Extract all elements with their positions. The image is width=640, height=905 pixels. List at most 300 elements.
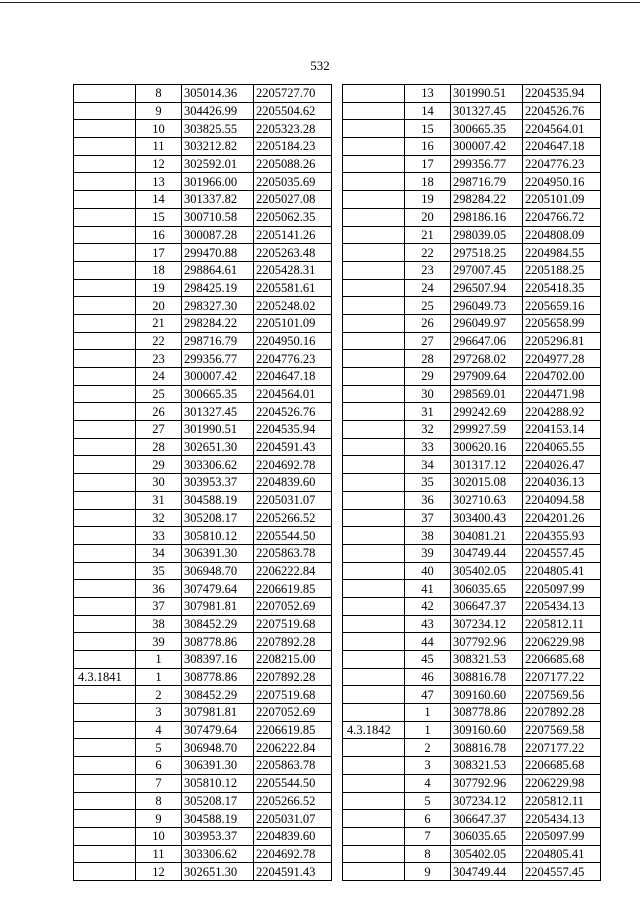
section-cell (74, 261, 136, 279)
section-cell (74, 474, 136, 492)
y-coordinate-cell: 2204153.14 (523, 421, 601, 439)
section-cell (74, 810, 136, 828)
table-row (74, 155, 332, 173)
x-coordinate-cell: 302592.01 (182, 155, 254, 173)
table-row (74, 827, 332, 845)
y-coordinate-cell: 2207569.58 (523, 721, 601, 739)
table-row (74, 509, 332, 527)
y-coordinate-cell: 2205101.09 (254, 314, 332, 332)
section-cell (74, 739, 136, 757)
table-row (343, 261, 601, 279)
y-coordinate-cell: 2204591.43 (254, 863, 332, 881)
y-coordinate-cell: 2207052.69 (254, 597, 332, 615)
y-coordinate-cell: 2206229.98 (523, 774, 601, 792)
table-row (343, 863, 601, 881)
x-coordinate-cell: 303400.43 (451, 509, 523, 527)
point-number-cell: 33 (136, 527, 182, 545)
section-cell (343, 297, 405, 315)
y-coordinate-cell: 2204805.41 (523, 845, 601, 863)
section-cell (74, 332, 136, 350)
section-cell (343, 208, 405, 226)
table-row (343, 704, 601, 722)
y-coordinate-cell: 2204471.98 (523, 385, 601, 403)
table-row (343, 279, 601, 297)
y-coordinate-cell: 2204557.45 (523, 863, 601, 881)
point-number-cell: 39 (405, 544, 451, 562)
point-number-cell: 29 (405, 368, 451, 386)
y-coordinate-cell: 2204557.45 (523, 544, 601, 562)
table-row (74, 527, 332, 545)
y-coordinate-cell: 2206685.68 (523, 651, 601, 669)
table-row (74, 774, 332, 792)
x-coordinate-cell: 301327.45 (182, 403, 254, 421)
x-coordinate-cell: 308321.53 (451, 651, 523, 669)
table-row (343, 509, 601, 527)
section-cell (74, 704, 136, 722)
point-number-cell: 2 (405, 739, 451, 757)
y-coordinate-cell: 2204805.41 (523, 562, 601, 580)
y-coordinate-cell: 2204766.72 (523, 208, 601, 226)
point-number-cell: 8 (405, 845, 451, 863)
point-number-cell: 26 (405, 314, 451, 332)
table-row (74, 863, 332, 881)
y-coordinate-cell: 2204355.93 (523, 527, 601, 545)
x-coordinate-cell: 304749.44 (451, 544, 523, 562)
x-coordinate-cell: 301327.45 (451, 102, 523, 120)
x-coordinate-cell: 300087.28 (182, 226, 254, 244)
y-coordinate-cell: 2207892.28 (523, 704, 601, 722)
section-cell (74, 368, 136, 386)
x-coordinate-cell: 299927.59 (451, 421, 523, 439)
x-coordinate-cell: 296049.97 (451, 314, 523, 332)
table-row (74, 580, 332, 598)
point-number-cell: 31 (405, 403, 451, 421)
x-coordinate-cell: 303306.62 (182, 456, 254, 474)
x-coordinate-cell: 305810.12 (182, 527, 254, 545)
point-number-cell: 27 (136, 421, 182, 439)
section-cell (343, 597, 405, 615)
y-coordinate-cell: 2205248.02 (254, 297, 332, 315)
y-coordinate-cell: 2204950.16 (254, 332, 332, 350)
section-cell (74, 279, 136, 297)
point-number-cell: 38 (405, 527, 451, 545)
section-cell (74, 208, 136, 226)
point-number-cell: 11 (136, 845, 182, 863)
y-coordinate-cell: 2205658.99 (523, 314, 601, 332)
section-cell (74, 651, 136, 669)
point-number-cell: 14 (136, 191, 182, 209)
section-cell (343, 279, 405, 297)
section-cell (74, 562, 136, 580)
x-coordinate-cell: 306948.70 (182, 739, 254, 757)
x-coordinate-cell: 303825.55 (182, 120, 254, 138)
table-row (74, 491, 332, 509)
point-number-cell: 28 (136, 438, 182, 456)
x-coordinate-cell: 300620.16 (451, 438, 523, 456)
y-coordinate-cell: 2207892.28 (254, 668, 332, 686)
table-row (74, 226, 332, 244)
table-row (74, 651, 332, 669)
section-cell (343, 544, 405, 562)
section-cell (74, 244, 136, 262)
y-coordinate-cell: 2205428.31 (254, 261, 332, 279)
table-row (343, 491, 601, 509)
point-number-cell: 24 (136, 368, 182, 386)
section-cell (74, 633, 136, 651)
page-top-rule (0, 2, 640, 3)
x-coordinate-cell: 308778.86 (451, 704, 523, 722)
point-number-cell: 1 (405, 704, 451, 722)
table-row (74, 721, 332, 739)
table-row (343, 438, 601, 456)
x-coordinate-cell: 306391.30 (182, 544, 254, 562)
y-coordinate-cell: 2206222.84 (254, 562, 332, 580)
point-number-cell: 9 (136, 810, 182, 828)
section-cell (343, 403, 405, 421)
y-coordinate-cell: 2204776.23 (523, 155, 601, 173)
section-cell (74, 544, 136, 562)
y-coordinate-cell: 2205418.35 (523, 279, 601, 297)
table-row (74, 102, 332, 120)
point-number-cell: 14 (405, 102, 451, 120)
point-number-cell: 22 (405, 244, 451, 262)
point-number-cell: 35 (405, 474, 451, 492)
section-cell (74, 314, 136, 332)
point-number-cell: 47 (405, 686, 451, 704)
table-row (74, 138, 332, 156)
table-row (343, 774, 601, 792)
table-row (343, 456, 601, 474)
table-row (74, 385, 332, 403)
point-number-cell: 30 (136, 474, 182, 492)
section-cell (343, 368, 405, 386)
point-number-cell: 37 (405, 509, 451, 527)
section-cell (343, 138, 405, 156)
point-number-cell: 12 (136, 863, 182, 881)
table-row (343, 544, 601, 562)
point-number-cell: 36 (405, 491, 451, 509)
section-cell (74, 191, 136, 209)
section-cell (343, 757, 405, 775)
section-cell (343, 261, 405, 279)
section-cell (74, 774, 136, 792)
point-number-cell: 25 (405, 297, 451, 315)
y-coordinate-cell: 2205863.78 (254, 544, 332, 562)
table-row (74, 704, 332, 722)
table-row (343, 208, 601, 226)
point-number-cell: 16 (136, 226, 182, 244)
section-cell: 4.3.1842 (343, 721, 405, 739)
y-coordinate-cell: 2205097.99 (523, 580, 601, 598)
point-number-cell: 1 (405, 721, 451, 739)
y-coordinate-cell: 2206222.84 (254, 739, 332, 757)
x-coordinate-cell: 305208.17 (182, 509, 254, 527)
x-coordinate-cell: 298425.19 (182, 279, 254, 297)
section-cell (74, 597, 136, 615)
x-coordinate-cell: 307479.64 (182, 721, 254, 739)
x-coordinate-cell: 307479.64 (182, 580, 254, 598)
table-row (343, 332, 601, 350)
point-number-cell: 23 (136, 350, 182, 368)
x-coordinate-cell: 297909.64 (451, 368, 523, 386)
table-row (74, 173, 332, 191)
x-coordinate-cell: 301966.00 (182, 173, 254, 191)
y-coordinate-cell: 2205031.07 (254, 810, 332, 828)
point-number-cell: 40 (405, 562, 451, 580)
y-coordinate-cell: 2205101.09 (523, 191, 601, 209)
x-coordinate-cell: 309160.60 (451, 721, 523, 739)
x-coordinate-cell: 298327.30 (182, 297, 254, 315)
section-cell (343, 244, 405, 262)
y-coordinate-cell: 2204288.92 (523, 403, 601, 421)
x-coordinate-cell: 305810.12 (182, 774, 254, 792)
section-cell (343, 226, 405, 244)
section-cell (343, 774, 405, 792)
x-coordinate-cell: 303306.62 (182, 845, 254, 863)
table-row (74, 279, 332, 297)
point-number-cell: 4 (405, 774, 451, 792)
y-coordinate-cell: 2204564.01 (254, 385, 332, 403)
table-row (74, 597, 332, 615)
point-number-cell: 39 (136, 633, 182, 651)
x-coordinate-cell: 300007.42 (451, 138, 523, 156)
point-number-cell: 19 (136, 279, 182, 297)
x-coordinate-cell: 306647.37 (451, 597, 523, 615)
point-number-cell: 21 (405, 226, 451, 244)
point-number-cell: 29 (136, 456, 182, 474)
y-coordinate-cell: 2204526.76 (523, 102, 601, 120)
section-cell (343, 474, 405, 492)
x-coordinate-cell: 297268.02 (451, 350, 523, 368)
section-cell (74, 721, 136, 739)
y-coordinate-cell: 2205323.28 (254, 120, 332, 138)
x-coordinate-cell: 308816.78 (451, 739, 523, 757)
point-number-cell: 6 (405, 810, 451, 828)
point-number-cell: 44 (405, 633, 451, 651)
x-coordinate-cell: 297518.25 (451, 244, 523, 262)
section-cell (74, 438, 136, 456)
table-row (74, 544, 332, 562)
section-cell (343, 491, 405, 509)
y-coordinate-cell: 2205544.50 (254, 774, 332, 792)
y-coordinate-cell: 2204984.55 (523, 244, 601, 262)
point-number-cell: 23 (405, 261, 451, 279)
point-number-cell: 3 (136, 704, 182, 722)
table-row (343, 757, 601, 775)
section-cell (74, 792, 136, 810)
table-row (343, 85, 601, 103)
y-coordinate-cell: 2204535.94 (523, 85, 601, 103)
y-coordinate-cell: 2204535.94 (254, 421, 332, 439)
table-row (74, 757, 332, 775)
point-number-cell: 17 (405, 155, 451, 173)
section-cell (343, 102, 405, 120)
table-row (74, 845, 332, 863)
section-cell (74, 491, 136, 509)
y-coordinate-cell: 2205088.26 (254, 155, 332, 173)
y-coordinate-cell: 2205727.70 (254, 85, 332, 103)
point-number-cell: 20 (405, 208, 451, 226)
x-coordinate-cell: 301990.51 (182, 421, 254, 439)
table-row (74, 668, 332, 686)
y-coordinate-cell: 2205097.99 (523, 827, 601, 845)
x-coordinate-cell: 308452.29 (182, 686, 254, 704)
y-coordinate-cell: 2205263.48 (254, 244, 332, 262)
x-coordinate-cell: 298716.79 (182, 332, 254, 350)
point-number-cell: 7 (405, 827, 451, 845)
x-coordinate-cell: 296647.06 (451, 332, 523, 350)
section-cell: 4.3.1841 (74, 668, 136, 686)
section-cell (343, 668, 405, 686)
point-number-cell: 20 (136, 297, 182, 315)
x-coordinate-cell: 306948.70 (182, 562, 254, 580)
point-number-cell: 1 (136, 668, 182, 686)
x-coordinate-cell: 305014.36 (182, 85, 254, 103)
point-number-cell: 38 (136, 615, 182, 633)
y-coordinate-cell: 2204036.13 (523, 474, 601, 492)
page-number: 532 (310, 58, 330, 73)
table-row (343, 297, 601, 315)
section-cell (74, 845, 136, 863)
section-cell (343, 509, 405, 527)
point-number-cell: 41 (405, 580, 451, 598)
section-cell (343, 863, 405, 881)
table-row (74, 562, 332, 580)
x-coordinate-cell: 307792.96 (451, 774, 523, 792)
coordinates-table-right (342, 84, 601, 881)
table-row (74, 739, 332, 757)
point-number-cell: 31 (136, 491, 182, 509)
y-coordinate-cell: 2206619.85 (254, 580, 332, 598)
y-coordinate-cell: 2207052.69 (254, 704, 332, 722)
point-number-cell: 15 (405, 120, 451, 138)
point-number-cell: 2 (136, 686, 182, 704)
x-coordinate-cell: 302015.08 (451, 474, 523, 492)
x-coordinate-cell: 304749.44 (451, 863, 523, 881)
point-number-cell: 42 (405, 597, 451, 615)
y-coordinate-cell: 2204647.18 (523, 138, 601, 156)
point-number-cell: 24 (405, 279, 451, 297)
point-number-cell: 25 (136, 385, 182, 403)
section-cell (74, 615, 136, 633)
y-coordinate-cell: 2205504.62 (254, 102, 332, 120)
y-coordinate-cell: 2204808.09 (523, 226, 601, 244)
y-coordinate-cell: 2207519.68 (254, 615, 332, 633)
table-row (343, 721, 601, 739)
x-coordinate-cell: 298569.01 (451, 385, 523, 403)
x-coordinate-cell: 300665.35 (182, 385, 254, 403)
point-number-cell: 4 (136, 721, 182, 739)
y-coordinate-cell: 2204839.60 (254, 827, 332, 845)
table-row (343, 810, 601, 828)
table-row (74, 633, 332, 651)
y-coordinate-cell: 2204564.01 (523, 120, 601, 138)
x-coordinate-cell: 307792.96 (451, 633, 523, 651)
x-coordinate-cell: 304588.19 (182, 810, 254, 828)
section-cell (343, 173, 405, 191)
table-row (343, 421, 601, 439)
y-coordinate-cell: 2207177.22 (523, 739, 601, 757)
table-row (343, 668, 601, 686)
table-row (343, 385, 601, 403)
section-cell (343, 686, 405, 704)
point-number-cell: 19 (405, 191, 451, 209)
x-coordinate-cell: 307234.12 (451, 792, 523, 810)
table-row (74, 332, 332, 350)
section-cell (74, 138, 136, 156)
y-coordinate-cell: 2204591.43 (254, 438, 332, 456)
x-coordinate-cell: 300710.58 (182, 208, 254, 226)
y-coordinate-cell: 2205141.26 (254, 226, 332, 244)
y-coordinate-cell: 2205434.13 (523, 810, 601, 828)
section-cell (343, 615, 405, 633)
y-coordinate-cell: 2205581.61 (254, 279, 332, 297)
section-cell (343, 739, 405, 757)
table-row (343, 102, 601, 120)
section-cell (74, 827, 136, 845)
section-cell (74, 509, 136, 527)
table-row (343, 474, 601, 492)
point-number-cell: 16 (405, 138, 451, 156)
y-coordinate-cell: 2205184.23 (254, 138, 332, 156)
x-coordinate-cell: 304588.19 (182, 491, 254, 509)
coordinates-table-right-body (343, 85, 601, 881)
y-coordinate-cell: 2204065.55 (523, 438, 601, 456)
x-coordinate-cell: 303953.37 (182, 474, 254, 492)
table-row (343, 739, 601, 757)
point-number-cell: 9 (405, 863, 451, 881)
table-row (74, 297, 332, 315)
section-cell (74, 686, 136, 704)
section-cell (343, 155, 405, 173)
section-cell (343, 827, 405, 845)
y-coordinate-cell: 2205434.13 (523, 597, 601, 615)
section-cell (343, 314, 405, 332)
point-number-cell: 43 (405, 615, 451, 633)
section-cell (74, 173, 136, 191)
table-row (343, 792, 601, 810)
table-row (343, 350, 601, 368)
x-coordinate-cell: 298186.16 (451, 208, 523, 226)
table-row (343, 686, 601, 704)
x-coordinate-cell: 308397.16 (182, 651, 254, 669)
coordinates-table-left-body (74, 85, 332, 881)
x-coordinate-cell: 299470.88 (182, 244, 254, 262)
x-coordinate-cell: 306391.30 (182, 757, 254, 775)
y-coordinate-cell: 2204776.23 (254, 350, 332, 368)
point-number-cell: 5 (405, 792, 451, 810)
point-number-cell: 9 (136, 102, 182, 120)
y-coordinate-cell: 2205027.08 (254, 191, 332, 209)
y-coordinate-cell: 2205266.52 (254, 792, 332, 810)
point-number-cell: 36 (136, 580, 182, 598)
y-coordinate-cell: 2205266.52 (254, 509, 332, 527)
point-number-cell: 26 (136, 403, 182, 421)
y-coordinate-cell: 2206685.68 (523, 757, 601, 775)
x-coordinate-cell: 299356.77 (182, 350, 254, 368)
section-cell (343, 580, 405, 598)
y-coordinate-cell: 2205544.50 (254, 527, 332, 545)
section-cell (74, 580, 136, 598)
table-row (74, 314, 332, 332)
table-row (74, 191, 332, 209)
y-coordinate-cell: 2204839.60 (254, 474, 332, 492)
point-number-cell: 10 (136, 120, 182, 138)
point-number-cell: 7 (136, 774, 182, 792)
x-coordinate-cell: 298284.22 (451, 191, 523, 209)
point-number-cell: 37 (136, 597, 182, 615)
y-coordinate-cell: 2205863.78 (254, 757, 332, 775)
